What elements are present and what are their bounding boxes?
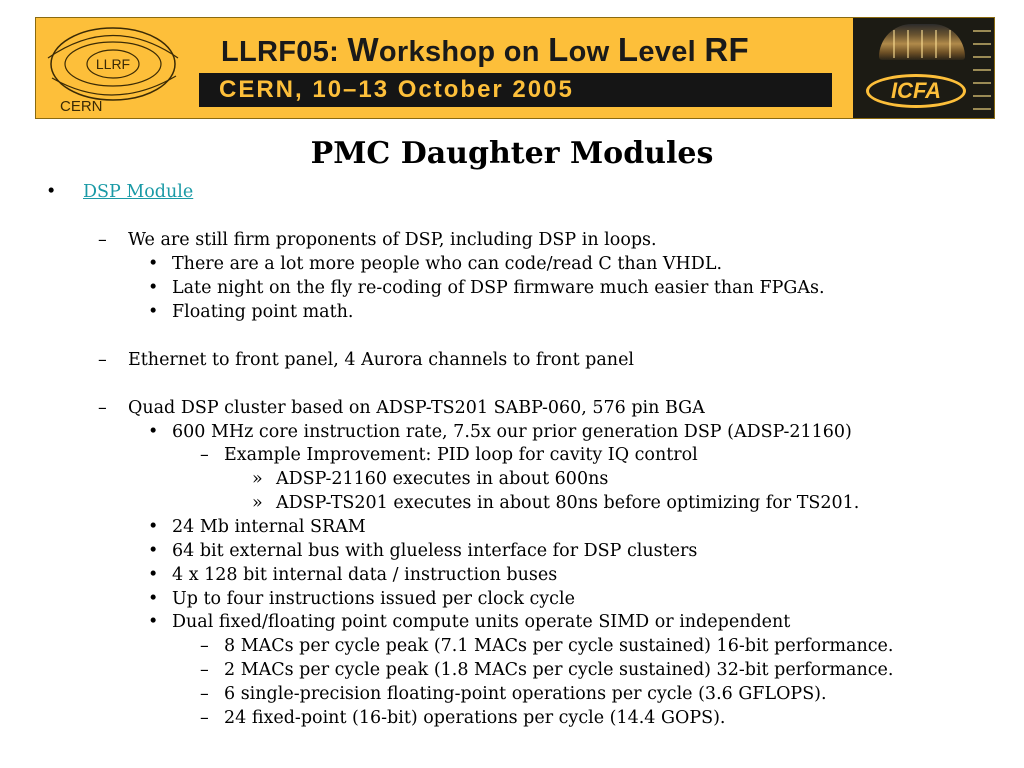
workshop-banner [35,17,995,119]
title-initial-l2: L [617,31,639,68]
dome-image [879,24,965,60]
title-prefix: LLRF05: [221,36,348,68]
icfa-side-caption [973,30,991,110]
logo-org-label: CERN [60,98,103,115]
dsp-module-link[interactable]: DSP Module [83,182,194,202]
title-initial-l1: L [548,31,569,68]
title-rf: RF [704,31,749,68]
workshop-title: LLRF05: Workshop on Low Level RF [221,31,749,68]
banner-right-panel [853,18,995,118]
logo-text: LLRF [95,56,131,72]
slide-title: PMC Daughter Modules [310,136,714,171]
icfa-logo: ICFA [866,74,966,108]
title-initial-w: W [347,31,379,68]
llrf-cern-logo [38,18,198,119]
workshop-date-location: CERN, 10–13 October 2005 [199,73,832,107]
